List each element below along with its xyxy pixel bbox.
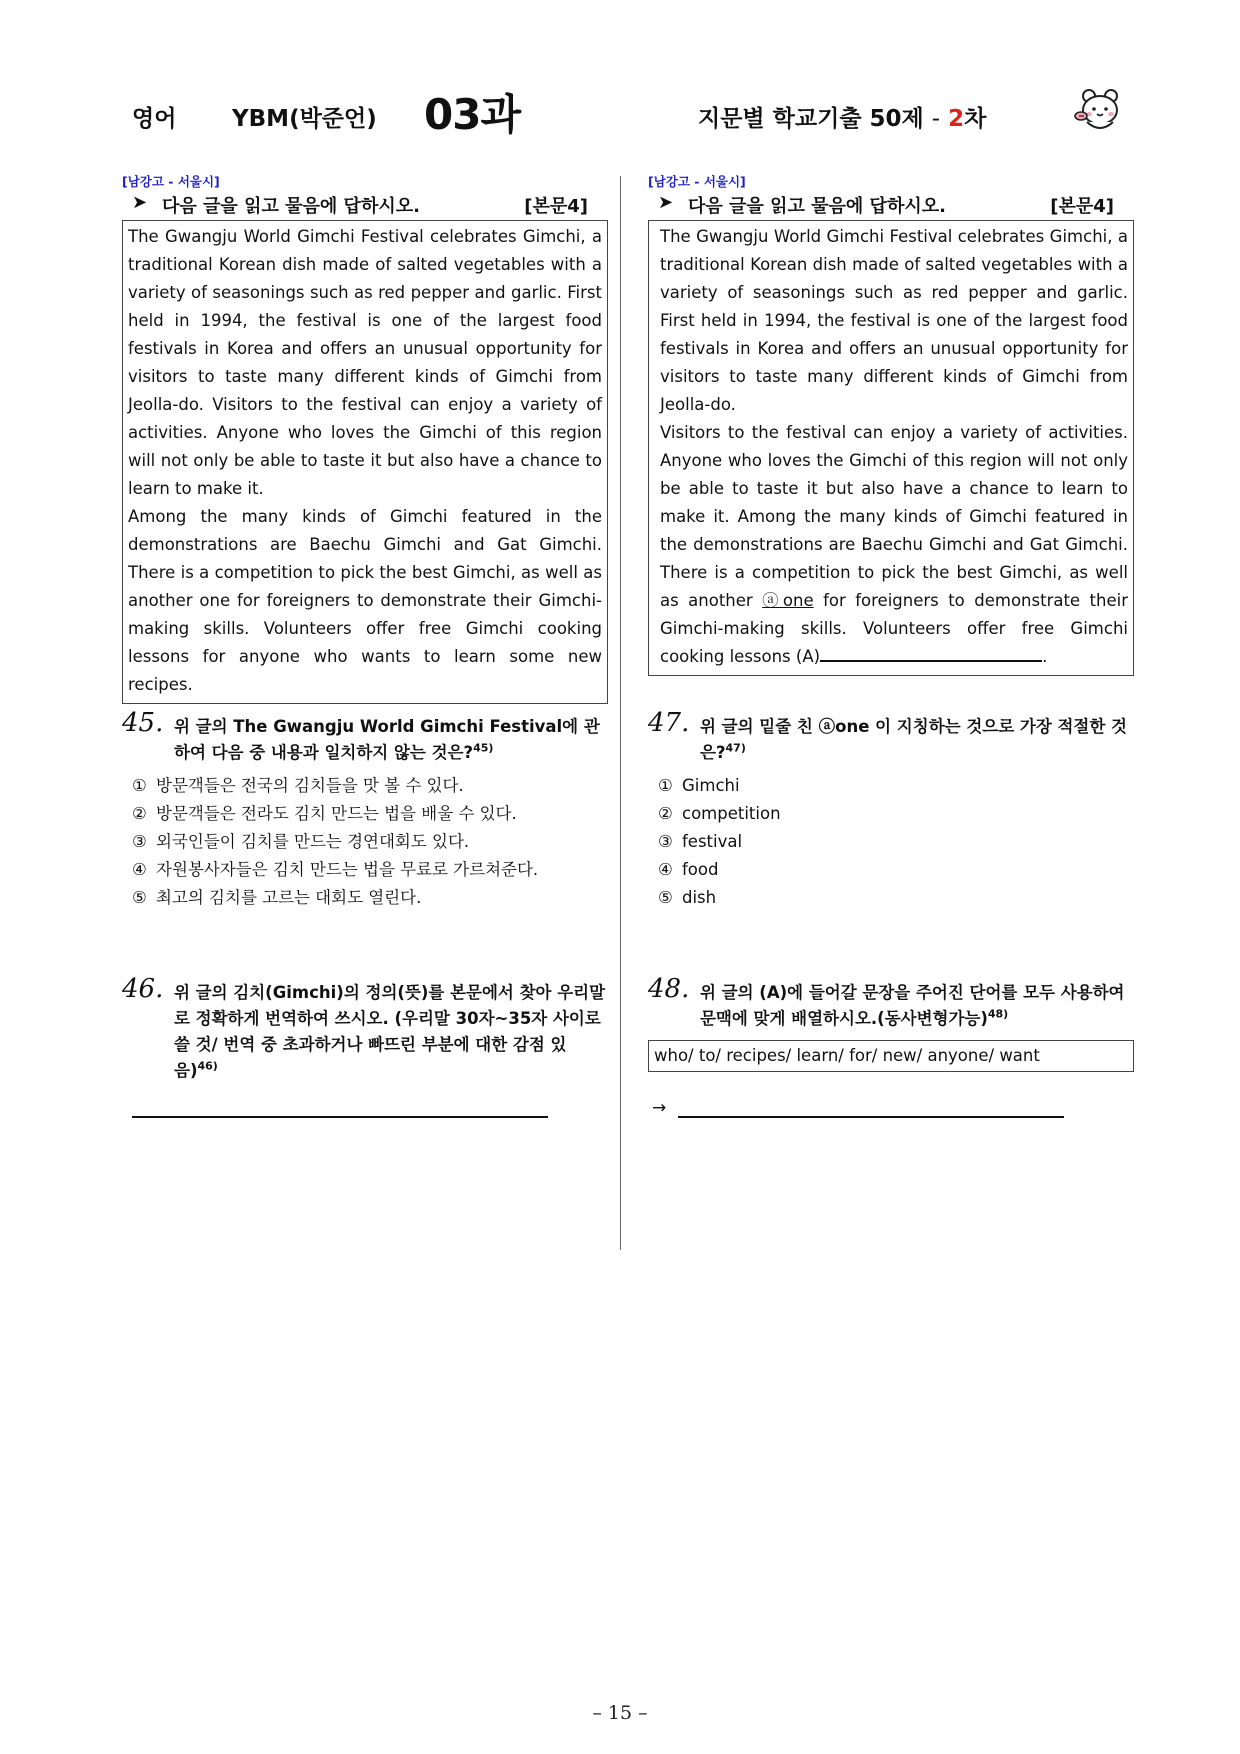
question-number: 45.	[122, 708, 164, 738]
question-47	[648, 708, 1134, 912]
choice-text: dish	[682, 888, 717, 907]
footnote-ref: 47)	[725, 741, 746, 755]
question-number: 46.	[122, 974, 164, 1004]
page-number: – 15 –	[592, 1702, 648, 1724]
choice-mark: ⑤	[132, 888, 147, 907]
question-number: 48.	[648, 974, 690, 1004]
question-46	[122, 974, 608, 1084]
question-text: 위 글의 (A)에 들어갈 문장을 주어진 단어를 모두 사용하여 문맥에 맞게 배열하시오.(동사변형가능)	[700, 983, 1125, 1028]
choice-item[interactable]	[658, 800, 1134, 828]
choice-item[interactable]	[658, 828, 1134, 856]
choice-text: 방문객들은 전국의 김치들을 맛 볼 수 있다.	[156, 776, 464, 795]
choice-item[interactable]	[132, 828, 608, 856]
passage-text: Visitors to the festival can enjoy a variety of activities. Anyone who loves the Gimchi of this region will not only be able to taste it but also have a chance to learn to make it. Among the many kinds of Gimchi featured in the demonstrations are Baechu Gimchi and Gat Gimchi. There is a competition to pick the best Gimchi, as well as another	[660, 423, 1128, 610]
choice-mark: ②	[658, 804, 673, 823]
choice-mark: ③	[132, 832, 147, 851]
instruction-row	[122, 190, 608, 218]
arrow-bullet-icon: ➤	[658, 192, 674, 213]
publisher-label: YBM(박준언)	[232, 106, 377, 132]
instruction-row	[648, 190, 1134, 218]
choice-text: 자원봉사자들은 김치 만드는 법을 무료로 가르쳐준다.	[156, 860, 539, 879]
passage-paragraph: Among the many kinds of Gimchi featured in the demonstrations are Baechu Gimchi and Gat Gimchi. There is a competition to pick the best Gimchi, as well as another one for foreigners to demonstrate their Gimchi-making skills. Volunteers offer free Gimchi cooking lessons for anyone who wants to learn some new recipes.	[128, 507, 602, 694]
reading-passage	[648, 220, 1134, 676]
choice-mark: ④	[658, 860, 673, 879]
answer-arrow-icon: →	[652, 1098, 667, 1118]
series-dash: -	[931, 106, 941, 132]
question-45	[122, 708, 608, 912]
question-text: 위 글의 밑줄 친 ⓐone 이 지칭하는 것으로 가장 적절한 것은?	[700, 717, 1127, 762]
choice-mark: ②	[132, 804, 147, 823]
choice-text: 최고의 김치를 고르는 대회도 열린다.	[156, 888, 422, 907]
choice-text: festival	[682, 832, 743, 851]
choice-text: 외국인들이 김치를 만드는 경연대회도 있다.	[156, 832, 470, 851]
answer-line[interactable]	[132, 1116, 548, 1118]
series-title	[698, 100, 986, 133]
choice-item[interactable]	[132, 856, 608, 884]
choice-mark: ⑤	[658, 888, 673, 907]
choice-item[interactable]	[132, 800, 608, 828]
passage-paragraph: The Gwangju World Gimchi Festival celebrates Gimchi, a traditional Korean dish made of salted vegetables with a variety of seasonings such as red pepper and garlic. First held in 1994, the festival is one of the largest food festivals in Korea and offers an unusual opportunity for visitors to taste many different kinds of Gimchi from Jeolla-do.	[660, 227, 1128, 414]
question-text: 위 글의 The Gwangju World Gimchi Festival에 관하여 다음 중 내용과 일치하지 않는 것은?	[174, 717, 600, 762]
choice-mark: ①	[658, 776, 673, 795]
source-label: [남강고 - 서울시]	[648, 174, 746, 189]
choice-mark: ④	[132, 860, 147, 879]
question-text: 위 글의 김치(Gimchi)의 정의(뜻)를 본문에서 찾아 우리말로 정확하게 번역하여 쓰시오. (우리말 30자~35자 사이로 쓸 것/ 번역 중 초과하거나 빠뜨린 부분에 대한 감점 있음)	[174, 983, 606, 1080]
column-divider	[620, 176, 621, 1250]
passage-tag: [본문4]	[524, 196, 588, 217]
footnote-ref: 45)	[473, 741, 494, 755]
choice-text: competition	[682, 804, 781, 823]
choice-text: Gimchi	[682, 776, 740, 795]
choice-mark: ①	[132, 776, 147, 795]
instruction-text: 다음 글을 읽고 물음에 답하시오.	[162, 196, 420, 217]
round-number: 2	[948, 106, 965, 132]
passage-text: .	[1042, 647, 1048, 666]
choice-item[interactable]	[658, 856, 1134, 884]
question-48	[648, 974, 1134, 1072]
underlined-marker: ⓐone	[762, 591, 814, 610]
word-bank: who/ to/ recipes/ learn/ for/ new/ anyone/ want	[648, 1040, 1134, 1072]
instruction-text: 다음 글을 읽고 물음에 답하시오.	[688, 196, 946, 217]
question-header	[648, 708, 1134, 766]
bear-mascot-icon	[1074, 86, 1126, 136]
lesson-title: 03과	[424, 90, 521, 139]
round-suffix: 차	[964, 106, 987, 132]
reading-passage	[122, 220, 608, 704]
choice-text: food	[682, 860, 719, 879]
passage-text: for foreigners to demonstrate their Gimchi-making skills. Volunteers offer free Gimchi cooking lessons (A)	[660, 591, 1128, 666]
page-header	[0, 80, 1240, 140]
arrow-bullet-icon: ➤	[132, 192, 148, 213]
question-number: 47.	[648, 708, 690, 738]
choice-item[interactable]	[132, 884, 608, 912]
subject-label: 영어	[132, 106, 177, 132]
source-label: [남강고 - 서울시]	[122, 174, 220, 189]
choice-item[interactable]	[132, 772, 608, 800]
footnote-ref: 46)	[197, 1059, 218, 1073]
choice-list	[122, 772, 608, 912]
passage-paragraph: The Gwangju World Gimchi Festival celebrates Gimchi, a traditional Korean dish made of salted vegetables with a variety of seasonings such as red pepper and garlic. First held in 1994, the festival is one of the largest food festivals in Korea and offers an unusual opportunity for visitors to taste many different kinds of Gimchi from Jeolla-do. Visitors to the festival can enjoy a variety of activities. Anyone who loves the Gimchi of this region will not only be able to taste it but also have a chance to learn to make it.	[128, 227, 602, 498]
answer-blank[interactable]	[820, 644, 1042, 662]
answer-line[interactable]	[678, 1116, 1064, 1118]
passage-paragraph	[654, 419, 1128, 671]
choice-list	[648, 772, 1134, 912]
choice-text: 방문객들은 전라도 김치 만드는 법을 배울 수 있다.	[156, 804, 517, 823]
choice-item[interactable]	[658, 772, 1134, 800]
question-header	[648, 974, 1134, 1032]
choice-mark: ③	[658, 832, 673, 851]
right-column	[648, 172, 1134, 676]
series-name: 지문별 학교기출 50제	[698, 106, 924, 132]
choice-item[interactable]	[658, 884, 1134, 912]
question-header	[122, 974, 608, 1084]
question-header	[122, 708, 608, 766]
footnote-ref: 48)	[987, 1007, 1009, 1021]
left-column	[122, 172, 608, 704]
passage-tag: [본문4]	[1050, 196, 1114, 217]
